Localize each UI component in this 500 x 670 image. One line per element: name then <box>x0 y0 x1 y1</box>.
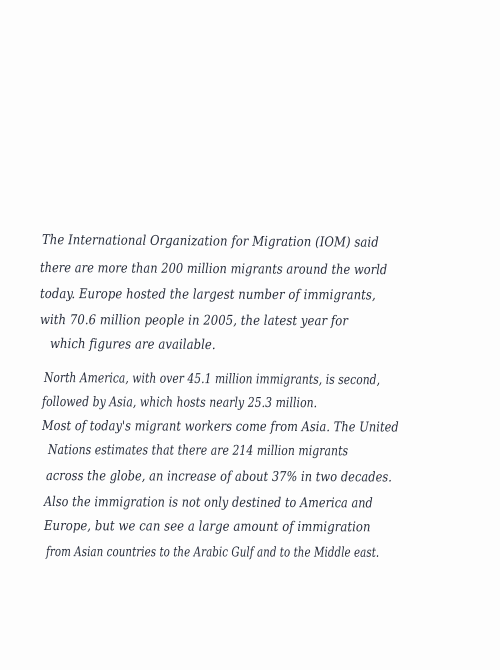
handwritten-line-4: with 70.6 million people in 2005, the latest year for <box>39 312 349 330</box>
handwritten-line-3: today. Europe hosted the largest number of immigrants, <box>39 286 376 304</box>
handwritten-line-13: from Asian countries to the Arabic Gulf and to the Middle east. <box>45 544 380 561</box>
handwritten-line-9: Nations estimates that there are 214 million migrants <box>47 442 349 460</box>
handwritten-line-8: Most of today's migrant workers come from Asia. The United <box>41 418 399 436</box>
handwritten-line-12: Europe, but we can see a large amount of immigration <box>43 518 371 536</box>
handwritten-line-11: Also the immigration is not only destined to America and <box>43 494 373 512</box>
handwritten-line-1: The International Organization for Migration (IOM) said <box>41 232 379 251</box>
handwritten-line-2: there are more than 200 million migrants around the world <box>39 260 388 279</box>
handwritten-line-10: across the globe, an increase of about 37% in two decades. <box>45 468 393 486</box>
handwritten-line-6: North America, with over 45.1 million immigrants, is second, <box>43 370 381 389</box>
handwritten-line-5: which figures are available. <box>49 336 216 354</box>
handwritten-line-7: followed by Asia, which hosts nearly 25.3 million. <box>41 394 318 412</box>
